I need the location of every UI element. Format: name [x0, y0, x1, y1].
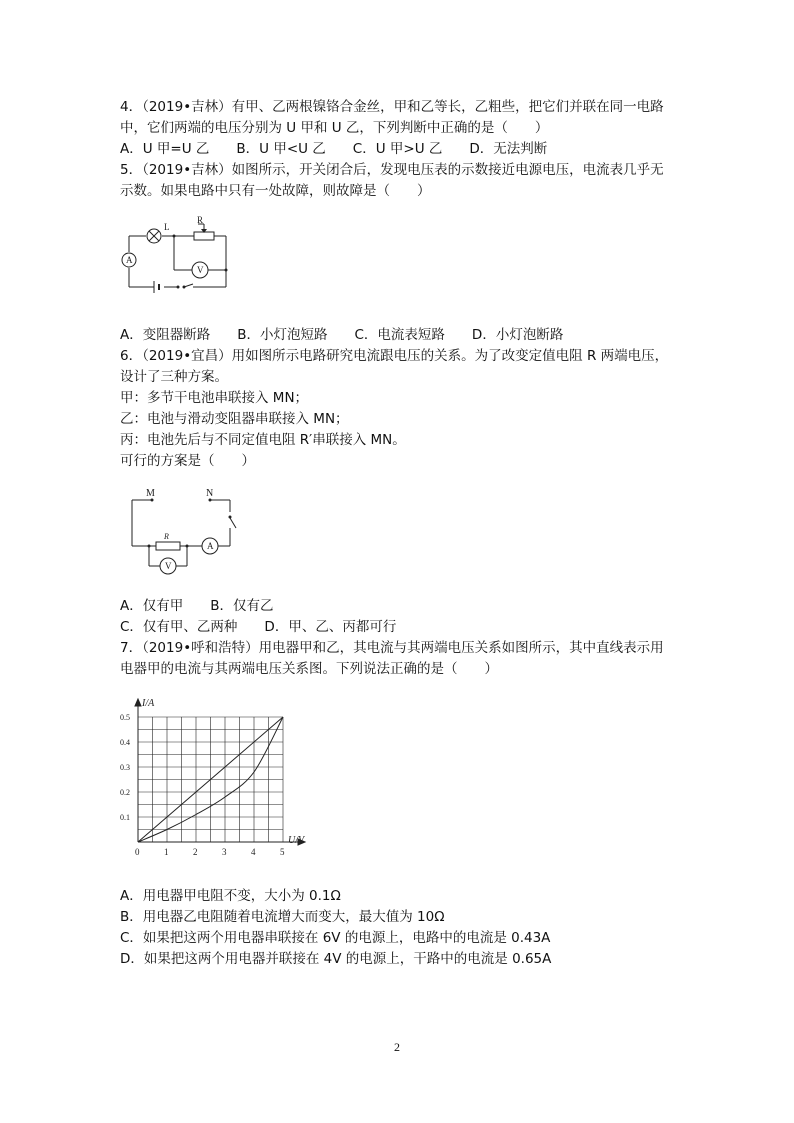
q6-options-cd: C．仅有甲、乙两种 D．甲、乙、丙都可行	[120, 619, 397, 635]
q5-options: A．变阻器断路 B．小灯泡短路 C．电流表短路 D．小灯泡断路	[120, 327, 564, 343]
page-number: 2	[394, 1040, 400, 1054]
y-tick-label: 0.5	[120, 713, 130, 722]
q6-ammeter-label: A	[207, 541, 214, 551]
q7-iu-chart	[114, 690, 314, 874]
q5-stem-line2: 示数。如果电路中只有一处故障，则故障是（ ）	[120, 183, 431, 199]
q5-stem-line1: 5．（2019•吉林）如图所示，开关闭合后，发现电压表的示数接近电源电压，电流表几乎无	[120, 162, 664, 178]
x-tick-label: 3	[222, 847, 227, 857]
q5-battery-icon	[154, 281, 159, 293]
q6-terminal-m: M	[146, 488, 155, 499]
q7-option-c: C．如果把这两个用电器串联接在 6V 的电源上，电路中的电流是 0.43A	[120, 930, 551, 946]
x-tick-label: 5	[280, 847, 285, 857]
q5-voltmeter-label: V	[197, 265, 204, 275]
y-tick-label: 0.4	[120, 738, 130, 747]
q6-stem-line1: 6．（2019•宜昌）用如图所示电路研究电流跟电压的关系。为了改变定值电阻 R 两端电压，	[120, 348, 669, 364]
y-tick-label: 0.1	[120, 813, 130, 822]
q6-options-ab: A．仅有甲 B．仅有乙	[120, 598, 274, 614]
q6-resistor-label: R	[164, 532, 169, 541]
q7-stem-line1: 7．（2019•呼和浩特）用电器甲和乙，其电流与其两端电压关系如图所示，其中直线表示用	[120, 640, 664, 656]
q6-question: 可行的方案是（ ）	[120, 453, 255, 469]
q5-rheostat-icon	[194, 232, 214, 240]
q7-option-d: D．如果把这两个用电器并联接在 4V 的电源上，干路中的电流是 0.65A	[120, 951, 552, 967]
q4-stem-line1: 4．（2019•吉林）有甲、乙两根镍铬合金丝，甲和乙等长，乙粗些，把它们并联在同一电路	[120, 99, 664, 115]
y-tick-label: 0.3	[120, 763, 130, 772]
q6-stem-line2: 设计了三种方案。	[120, 369, 228, 385]
q6-plan-yi: 乙：电池与滑动变阻器串联接入 MN；	[120, 411, 349, 427]
q6-voltmeter-label: V	[165, 561, 172, 571]
q7-stem-line2: 电器甲的电流与其两端电压关系图。下列说法正确的是（ ）	[120, 661, 498, 677]
q4-stem-line2: 中，它们两端的电压分别为 U 甲和 U 乙，下列判断中正确的是（ ）	[120, 120, 549, 136]
q6-resistor-icon	[156, 542, 180, 550]
x-tick-label: 2	[193, 847, 198, 857]
q5-lamp-label: L	[164, 222, 170, 232]
q6-circuit-diagram	[122, 484, 242, 583]
q4-options: A．U 甲=U 乙 B．U 甲<U 乙 C．U 甲>U 乙 D．无法判断	[120, 141, 548, 157]
x-tick-label: 1	[164, 847, 169, 857]
x-tick-label: 4	[251, 847, 256, 857]
q7-option-a: A．用电器甲电阻不变，大小为 0.1Ω	[120, 888, 341, 904]
q7-y-axis-label: I/A	[142, 698, 155, 709]
y-tick-label: 0.2	[120, 788, 130, 797]
q7-x-axis-label: U/V	[288, 835, 305, 846]
q5-ammeter-label: A	[126, 255, 133, 265]
q6-plan-bing: 丙：电池先后与不同定值电阻 R′串联接入 MN。	[120, 432, 406, 448]
q5-circuit-diagram	[118, 212, 248, 306]
q6-terminal-n: N	[206, 488, 214, 499]
q5-rheostat-label: R	[197, 215, 204, 225]
q6-plan-jia: 甲：多节干电池串联接入 MN；	[120, 390, 309, 406]
q7-option-b: B．用电器乙电阻随着电流增大而变大，最大值为 10Ω	[120, 909, 445, 925]
q5-lamp-icon	[147, 229, 161, 243]
x-tick-label: 0	[135, 847, 140, 857]
y-axis-arrow	[135, 699, 141, 706]
